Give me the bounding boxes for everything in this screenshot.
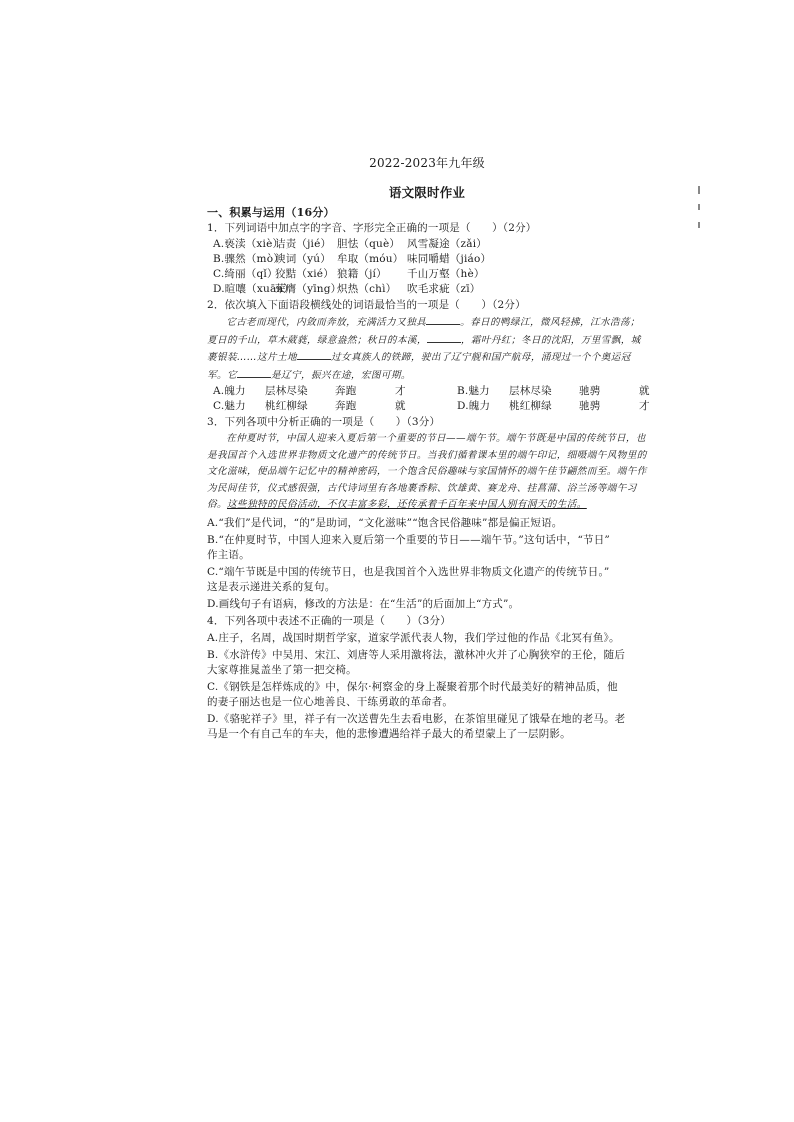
doc-year-grade: 2022-2023年九年级 — [369, 156, 485, 170]
option-cell: 诘责（jié） — [275, 238, 332, 250]
section-heading: 一、积累与运用（16分） — [207, 206, 335, 219]
option-group: A.魄力 层林尽染 奔跑 才 — [213, 385, 406, 397]
question-2-stem: 2．依次填入下面语段横线处的词语最恰当的一项是（ ）（2分） — [207, 299, 526, 311]
option-cell: 炽热（chì） — [337, 283, 397, 295]
question-3-option-d: D.画线句子有语病，修改的方法是：在“生活”的后面加上“方式”。 — [207, 597, 520, 610]
scan-edge-mark — [698, 186, 700, 194]
question-2-options — [207, 399, 650, 414]
question-4-option-a: A.庄子，名周，战国时期哲学家，道家学派代表人物，我们学过他的作品《北冥有鱼》。 — [207, 631, 620, 644]
question-1-option-row — [213, 282, 647, 297]
question-4-option-c: C.《钢铁是怎样炼成的》中，保尔·柯察金的身上凝聚着那个时代最美好的精神品质，他 的妻子丽达也是一位心地善良、干练勇敢的革命者。 — [207, 680, 618, 708]
fill-blank — [426, 314, 460, 325]
option-group: C.魅力 桃红柳绿 奔跑 就 — [213, 400, 406, 412]
question-4-option-d: D.《骆驼祥子》里，祥子有一次送曹先生去看电影，在茶馆里碰见了饿晕在地的老马。老 马是一个有自己车的车夫，他的悲惨遭遇给祥子最大的希望蒙上了一层阴影。 — [207, 712, 626, 740]
question-2-passage: 它古老而现代，内敛而奔放，充满活力又独具 。春日的鸭绿江，微风轻拂，江水浩荡；夏日的千山，草木葳蕤，绿意盎然；秋日的本溪， ，霜叶丹红；冬日的沈阳，万里雪飘，城裹银装……这片土地 过女真族人的铁蹄，驶出了辽宁舰和国产航母，涌现过一个个奥运冠军。它 是辽宁，振兴在途，宏图可期。 — [207, 314, 647, 384]
option-cell: 荣膺（yīng） — [275, 283, 342, 295]
option-cell: 吹毛求疵（zī） — [407, 283, 481, 295]
option-group: D.魄力 桃红柳绿 驰骋 才 — [457, 400, 650, 412]
option-cell: D.暄嚷（xuān） — [213, 283, 295, 295]
doc-title: 语文限时作业 — [388, 185, 466, 200]
option-cell: 谀词（yú） — [275, 253, 331, 265]
question-3-option-c: C.“端午节既是中国的传统节日，也是我国首个入选世界非物质文化遗产的传统节日。” 这是表示递进关系的复句。 — [207, 565, 610, 593]
option-cell: B.骤然（mò） — [213, 253, 284, 265]
scan-edge-mark — [698, 204, 700, 210]
scan-edge-mark — [698, 222, 700, 228]
question-1-option-row — [213, 237, 647, 252]
option-cell: 胆怯（què） — [337, 238, 401, 250]
question-3-passage: 在仲夏时节，中国人迎来入夏后第一个重要的节日——端午节。端午节既是中国的传统节日，也是我国首个入选世界非物质文化遗产的传统节日。当我们循着课本里的端午印记，细嗫端午风物里的文化滋味，便品端午记忆中的精神密码，一个饱含民俗趣味与家国情怀的端午佳节翩然而至。端午作为民间佳节，仪式感很强，古代诗词里有各地裹香粽、饮雄黄、赛龙舟、挂菖蒲、浴兰汤等端午习俗。这些独特的民俗活动，不仅丰富多彩，还传承着千百年来中国人别有洞天的生活。 — [207, 433, 647, 510]
fill-blank — [237, 367, 271, 378]
option-cell: 千山万壑（hè） — [407, 268, 485, 280]
option-cell: 风雪凝途（zǎi） — [407, 238, 487, 250]
question-1-option-row — [213, 252, 647, 267]
document-body — [207, 156, 650, 744]
option-cell: A.亵渎（xiè） — [213, 238, 284, 250]
question-3-option-b: B.“在仲夏时节，中国人迎来入夏后第一个重要的节日——端午节。”这句话中，“节日” 作主语。 — [207, 533, 610, 561]
option-cell: 狼籍（jí） — [337, 268, 387, 280]
option-cell: 牟取（móu） — [337, 253, 404, 265]
question-1-stem: 1．下列词语中加点字的字音、字形完全正确的一项是（ ）（2分） — [207, 222, 537, 234]
option-group: B.魅力 层林尽染 驰骋 就 — [457, 385, 650, 397]
question-3-stem: 3．下列各项中分析正确的一项是（ ）（3分） — [207, 416, 441, 428]
fill-blank — [297, 349, 331, 360]
option-cell: 狡黠（xié） — [275, 268, 334, 280]
option-cell: C.绮丽（qǐ） — [213, 268, 278, 280]
question-3-option-a: A.“我们”是代词，“的”是助词，“文化滋味”“饱含民俗趣味”都是偏正短语。 — [207, 516, 563, 529]
question-4-stem: 4．下列各项中表述不正确的一项是（ ）（3分） — [207, 614, 451, 627]
option-cell: 味同嚼蜡（jiáo） — [407, 253, 492, 265]
fill-blank — [427, 332, 461, 343]
question-1-option-row — [213, 267, 647, 282]
question-4-option-b: B.《水浒传》中吴用、宋江、刘唐等人采用激将法，激林冲火并了心胸狭窄的王伦，随后 大家尊推晁盖坐了第一把交椅。 — [207, 648, 626, 676]
question-2-options — [207, 384, 650, 399]
underlined-sentence: 这些独特的民俗活动，不仅丰富多彩，还传承着千百年来中国人别有洞天的生活。 — [227, 499, 587, 510]
